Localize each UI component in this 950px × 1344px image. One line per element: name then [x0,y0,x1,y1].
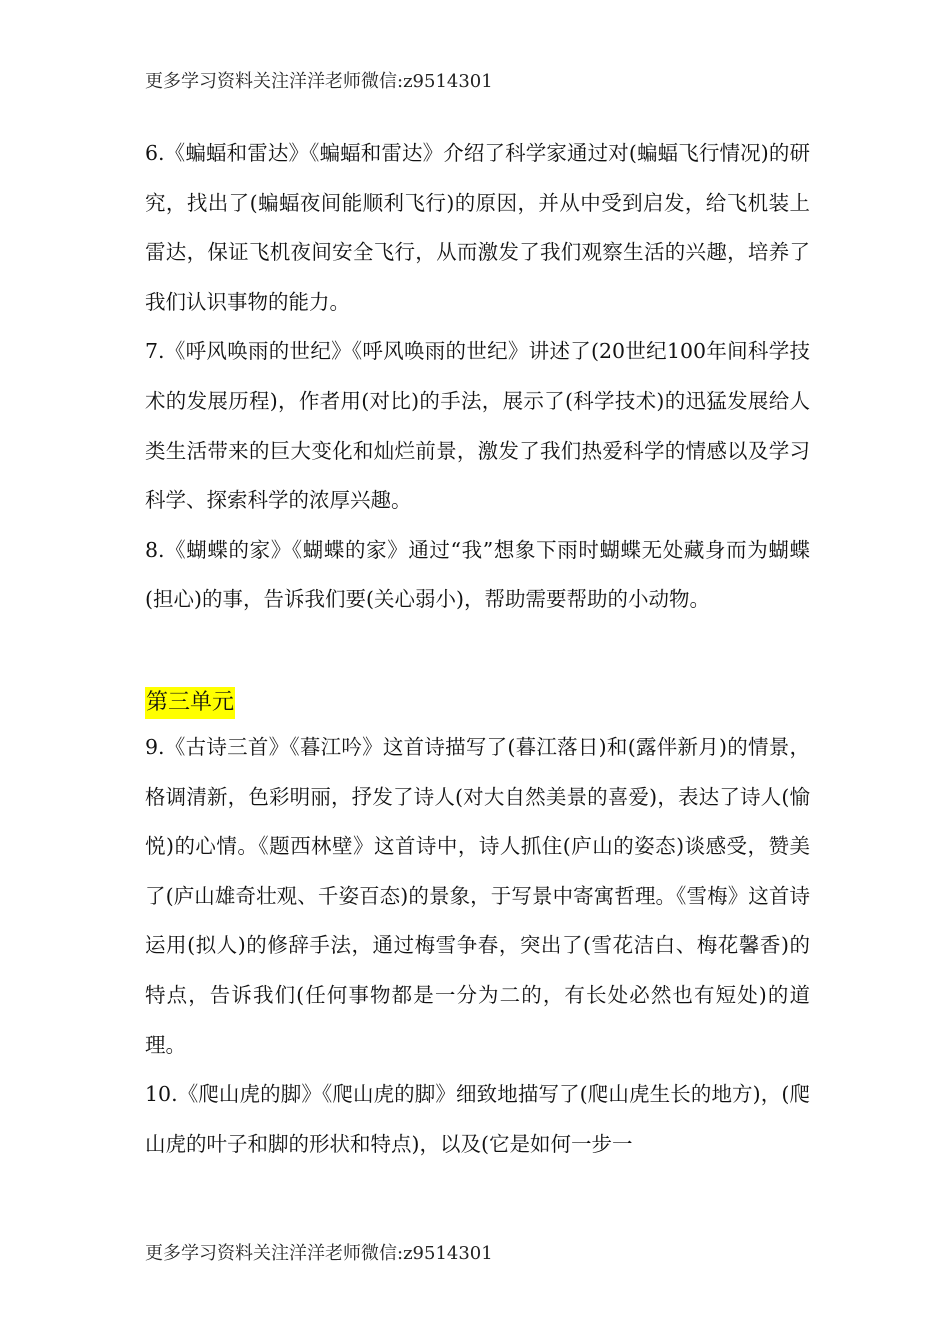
section-gap [145,625,810,687]
footer-note: 更多学习资料关注洋洋老师微信:z9514301 [145,1243,493,1264]
header-note: 更多学习资料关注洋洋老师微信:z9514301 [145,71,493,92]
paragraph-item-8: 8.《蝴蝶的家》《蝴蝶的家》通过“我”想象下雨时蝴蝶无处藏身而为蝴蝶(担心)的事，告诉我们要(关心弱小)，帮助需要帮助的小动物。 [145,537,810,612]
paragraph-item-9: 9.《古诗三首》《暮江吟》这首诗描写了(暮江落日)和(露伴新月)的情景，格调清新，色彩明丽，抒发了诗人(对大自然美景的喜爱)，表达了诗人(愉悦)的心情。《题西林壁》这首诗中，诗人抓住(庐山的姿态)谈感受，赞美了(庐山雄奇壮观、千姿百态)的景象，于写景中寄寓哲理。《雪梅》这首诗运用(拟人)的修辞手法，通过梅雪争春，突出了(雪花洁白、梅花馨香)的特点，告诉我们(任何事物都是一分为二的，有长处必然也有短处)的道理。 [145,734,810,1057]
paragraph-item-7: 7.《呼风唤雨的世纪》《呼风唤雨的世纪》讲述了(20世纪100年间科学技术的发展历程)，作者用(对比)的手法，展示了(科学技术)的迅猛发展给人类生活带来的巨大变化和灿烂前景，激发了我们热爱科学的情感以及学习科学、探索科学的浓厚兴趣。 [145,339,810,513]
paragraph-item-6: 6.《蝙蝠和雷达》《蝙蝠和雷达》介绍了科学家通过对(蝙蝠飞行情况)的研究，找出了(蝙蝠夜间能顺利飞行)的原因，并从中受到启发，给飞机装上雷达，保证飞机夜间安全飞行，从而激发了我们观察生活的兴趣，培养了我们认识事物的能力。 [145,141,810,314]
document-body [145,129,810,1169]
paragraph-item-10: 10.《爬山虎的脚》《爬山虎的脚》细致地描写了(爬山虎生长的地方)，(爬山虎的叶子和脚的形状和特点)，以及(它是如何一步一 [145,1082,810,1156]
section-heading: 第三单元 [145,687,235,719]
